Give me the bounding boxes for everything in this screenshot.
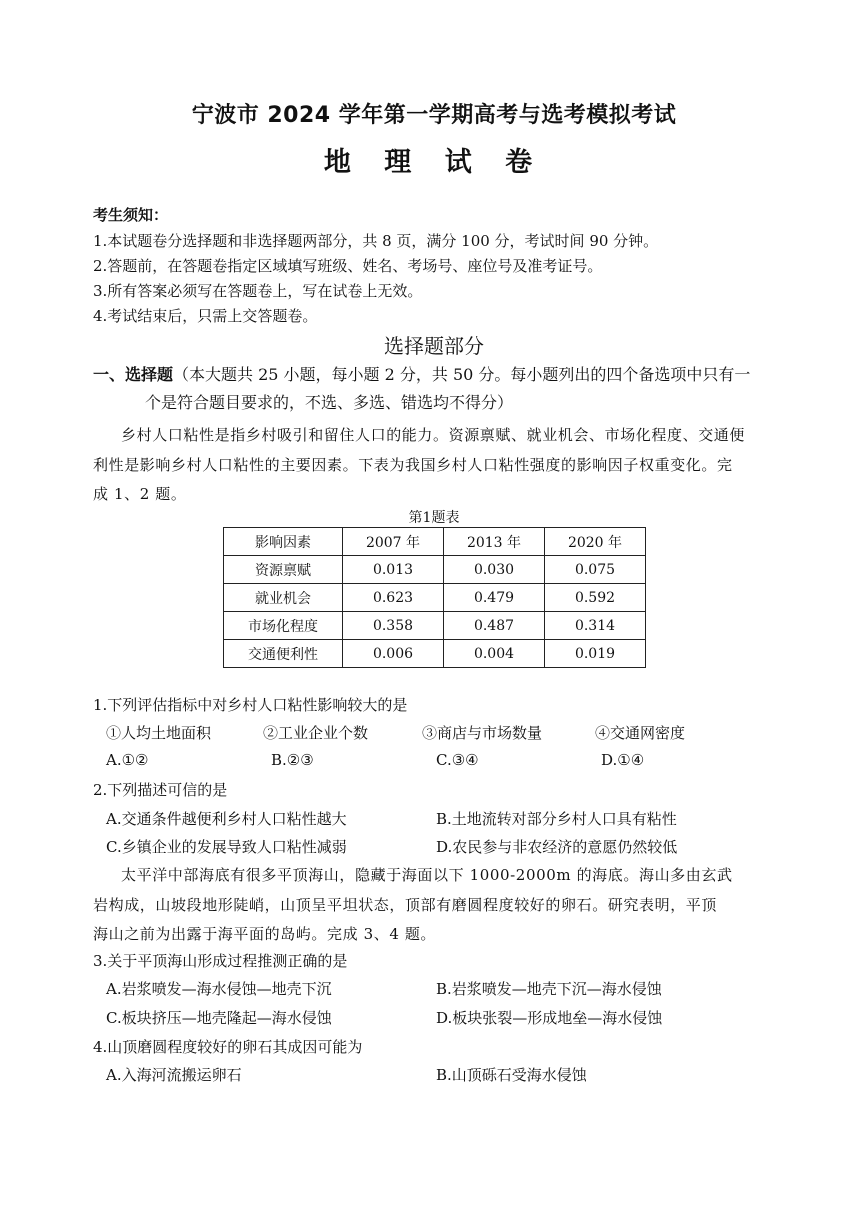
q3-option-a: A.岩浆喷发—海水侵蚀—地壳下沉 — [106, 980, 332, 998]
exam-title: 宁波市 2024 学年第一学期高考与选考模拟考试 — [191, 103, 677, 128]
part-desc-line2: 个是符合题目要求的，不选、多选、错选均不得分） — [145, 393, 514, 412]
table-header-cell: 2013 年 — [444, 528, 545, 556]
q2-option-a: A.交通条件越便利乡村人口粘性越大 — [106, 810, 347, 828]
table-title: 第1题表 — [408, 510, 460, 526]
question-2-stem: 2.下列描述可信的是 — [93, 781, 228, 799]
table-row — [224, 612, 646, 640]
section-title: 选择题部分 — [384, 334, 484, 358]
notice-item: 1.本试题卷分选择题和非选择题两部分，共 8 页，满分 100 分，考试时间 90 分钟。 — [93, 232, 659, 250]
table-cell: 0.006 — [343, 640, 444, 668]
passage1-line: 成 1、2 题。 — [93, 485, 187, 503]
table-cell: 资源禀赋 — [224, 556, 343, 584]
table-cell: 0.075 — [545, 556, 646, 584]
table-cell: 0.358 — [343, 612, 444, 640]
table-cell: 0.592 — [545, 584, 646, 612]
q1-option-d: D.①④ — [601, 751, 645, 769]
table-header-cell: 影响因素 — [224, 528, 343, 556]
table-cell: 就业机会 — [224, 584, 343, 612]
table-cell: 0.013 — [343, 556, 444, 584]
q1-option-c: C.③④ — [436, 751, 479, 769]
q1-item: ④交通网密度 — [595, 724, 686, 742]
table-cell: 市场化程度 — [224, 612, 343, 640]
part-instructions — [93, 362, 750, 385]
q1-option-a: A.①② — [106, 751, 149, 769]
notice-item: 2.答题前，在答题卷指定区域填写班级、姓名、考场号、座位号及准考证号。 — [93, 257, 603, 275]
table-cell: 交通便利性 — [224, 640, 343, 668]
part-desc-line1: （本大题共 25 小题，每小题 2 分，共 50 分。每小题列出的四个备选项中只有一 — [173, 365, 751, 384]
q1-item: ③商店与市场数量 — [422, 724, 543, 742]
passage1-line: 乡村人口粘性是指乡村吸引和留住人口的能力。资源禀赋、就业机会、市场化程度、交通便 — [121, 426, 746, 444]
table-cell: 0.623 — [343, 584, 444, 612]
passage2-line: 岩构成，山坡段地形陡峭，山顶呈平坦状态，顶部有磨圆程度较好的卵石。研究表明，平顶 — [93, 896, 718, 914]
table-row — [224, 584, 646, 612]
passage2-line: 海山之前为出露于海平面的岛屿。完成 3、4 题。 — [93, 925, 437, 943]
q3-option-b: B.岩浆喷发—地壳下沉—海水侵蚀 — [436, 980, 662, 998]
table-cell: 0.487 — [444, 612, 545, 640]
notice-heading: 考生须知： — [93, 206, 169, 224]
table-cell: 0.004 — [444, 640, 545, 668]
q2-option-d: D.农民参与非农经济的意愿仍然较低 — [436, 838, 678, 856]
passage2-line: 太平洋中部海底有很多平顶海山，隐藏于海面以下 1000-2000m 的海底。海山多由玄武 — [121, 866, 733, 884]
notice-item: 3.所有答案必须写在答题卷上，写在试卷上无效。 — [93, 282, 423, 300]
table-cell: 0.479 — [444, 584, 545, 612]
q2-option-c: C.乡镇企业的发展导致人口粘性减弱 — [106, 838, 347, 856]
question-1-stem: 1.下列评估指标中对乡村人口粘性影响较大的是 — [93, 696, 408, 714]
q2-option-b: B.土地流转对部分乡村人口具有粘性 — [436, 810, 677, 828]
table-header-row — [224, 528, 646, 556]
table-cell: 0.030 — [444, 556, 545, 584]
q1-item: ①人均土地面积 — [106, 724, 212, 742]
exam-subject-title: 地 理 试 卷 — [323, 147, 545, 178]
q1-item: ②工业企业个数 — [263, 724, 369, 742]
table-cell: 0.019 — [545, 640, 646, 668]
question-3-stem: 3.关于平顶海山形成过程推测正确的是 — [93, 952, 348, 970]
q4-option-b: B.山顶砾石受海水侵蚀 — [436, 1066, 587, 1084]
table-header-cell: 2007 年 — [343, 528, 444, 556]
table-header-cell: 2020 年 — [545, 528, 646, 556]
passage1-line: 利性是影响乡村人口粘性的主要因素。下表为我国乡村人口粘性强度的影响因子权重变化。完 — [93, 456, 733, 474]
table-row — [224, 556, 646, 584]
q3-option-d: D.板块张裂—形成地垒—海水侵蚀 — [436, 1009, 663, 1027]
table-row — [224, 640, 646, 668]
notice-item: 4.考试结束后，只需上交答题卷。 — [93, 307, 318, 325]
q1-option-b: B.②③ — [271, 751, 314, 769]
part-label: 一、选择题 — [93, 365, 174, 384]
factor-weight-table — [223, 527, 646, 668]
table-cell: 0.314 — [545, 612, 646, 640]
q3-option-c: C.板块挤压—地壳隆起—海水侵蚀 — [106, 1009, 332, 1027]
q4-option-a: A.入海河流搬运卵石 — [106, 1066, 242, 1084]
question-4-stem: 4.山顶磨圆程度较好的卵石其成因可能为 — [93, 1038, 363, 1056]
